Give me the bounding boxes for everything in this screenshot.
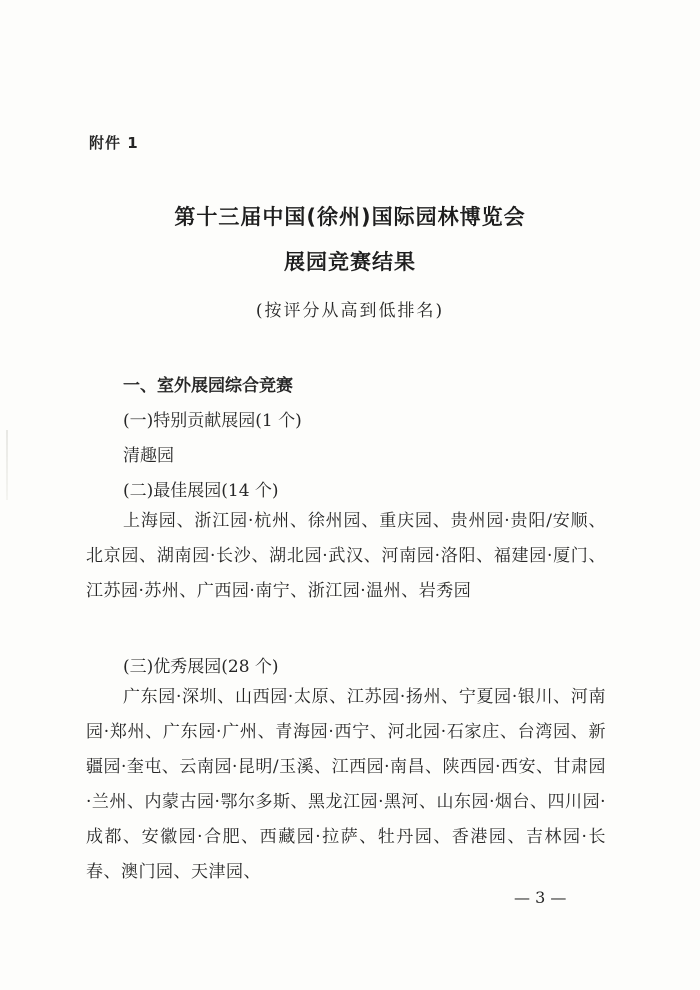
document-subtitle: (按评分从高到低排名) — [255, 301, 445, 321]
scan-edge-mark — [6, 430, 8, 500]
document-title-line-2: 展园竞赛结果 — [284, 250, 416, 274]
category-content-excellent: 广东园·深圳、山西园·太原、江苏园·扬州、宁夏园·银川、河南园·郑州、广东园·广州、青海园·西宁、河北园·石家庄、台湾园、新疆园·奎屯、云南园·昆明/玉溪、江西园·南昌、陕西园·西安、甘肃园·兰州、内蒙古园·鄂尔多斯、黑龙江园·黑河、山东园·烟台、四川园·成都、安徽园·合肥、西藏园·拉萨、牡丹园、香港园、吉林园·长春、澳门园、天津园、 — [86, 687, 606, 882]
page-number: — 3 — — [514, 888, 567, 907]
category-heading-best: (二)最佳展园(14 个) — [123, 481, 279, 501]
attachment-label: 附件 1 — [89, 134, 139, 152]
category-heading-excellent: (三)优秀展园(28 个) — [123, 657, 279, 677]
section-heading: 一、室外展园综合竞赛 — [123, 376, 293, 396]
category-content-special: 清趣园 — [123, 446, 174, 466]
category-heading-special: (一)特别贡献展园(1 个) — [123, 411, 302, 431]
category-content-best: 上海园、浙江园·杭州、徐州园、重庆园、贵州园·贵阳/安顺、北京园、湖南园·长沙、湖北园·武汉、河南园·洛阳、福建园·厦门、江苏园·苏州、广西园·南宁、浙江园·温州、岩秀园 — [86, 511, 606, 601]
document-title-line-1: 第十三届中国(徐州)国际园林博览会 — [174, 205, 526, 229]
